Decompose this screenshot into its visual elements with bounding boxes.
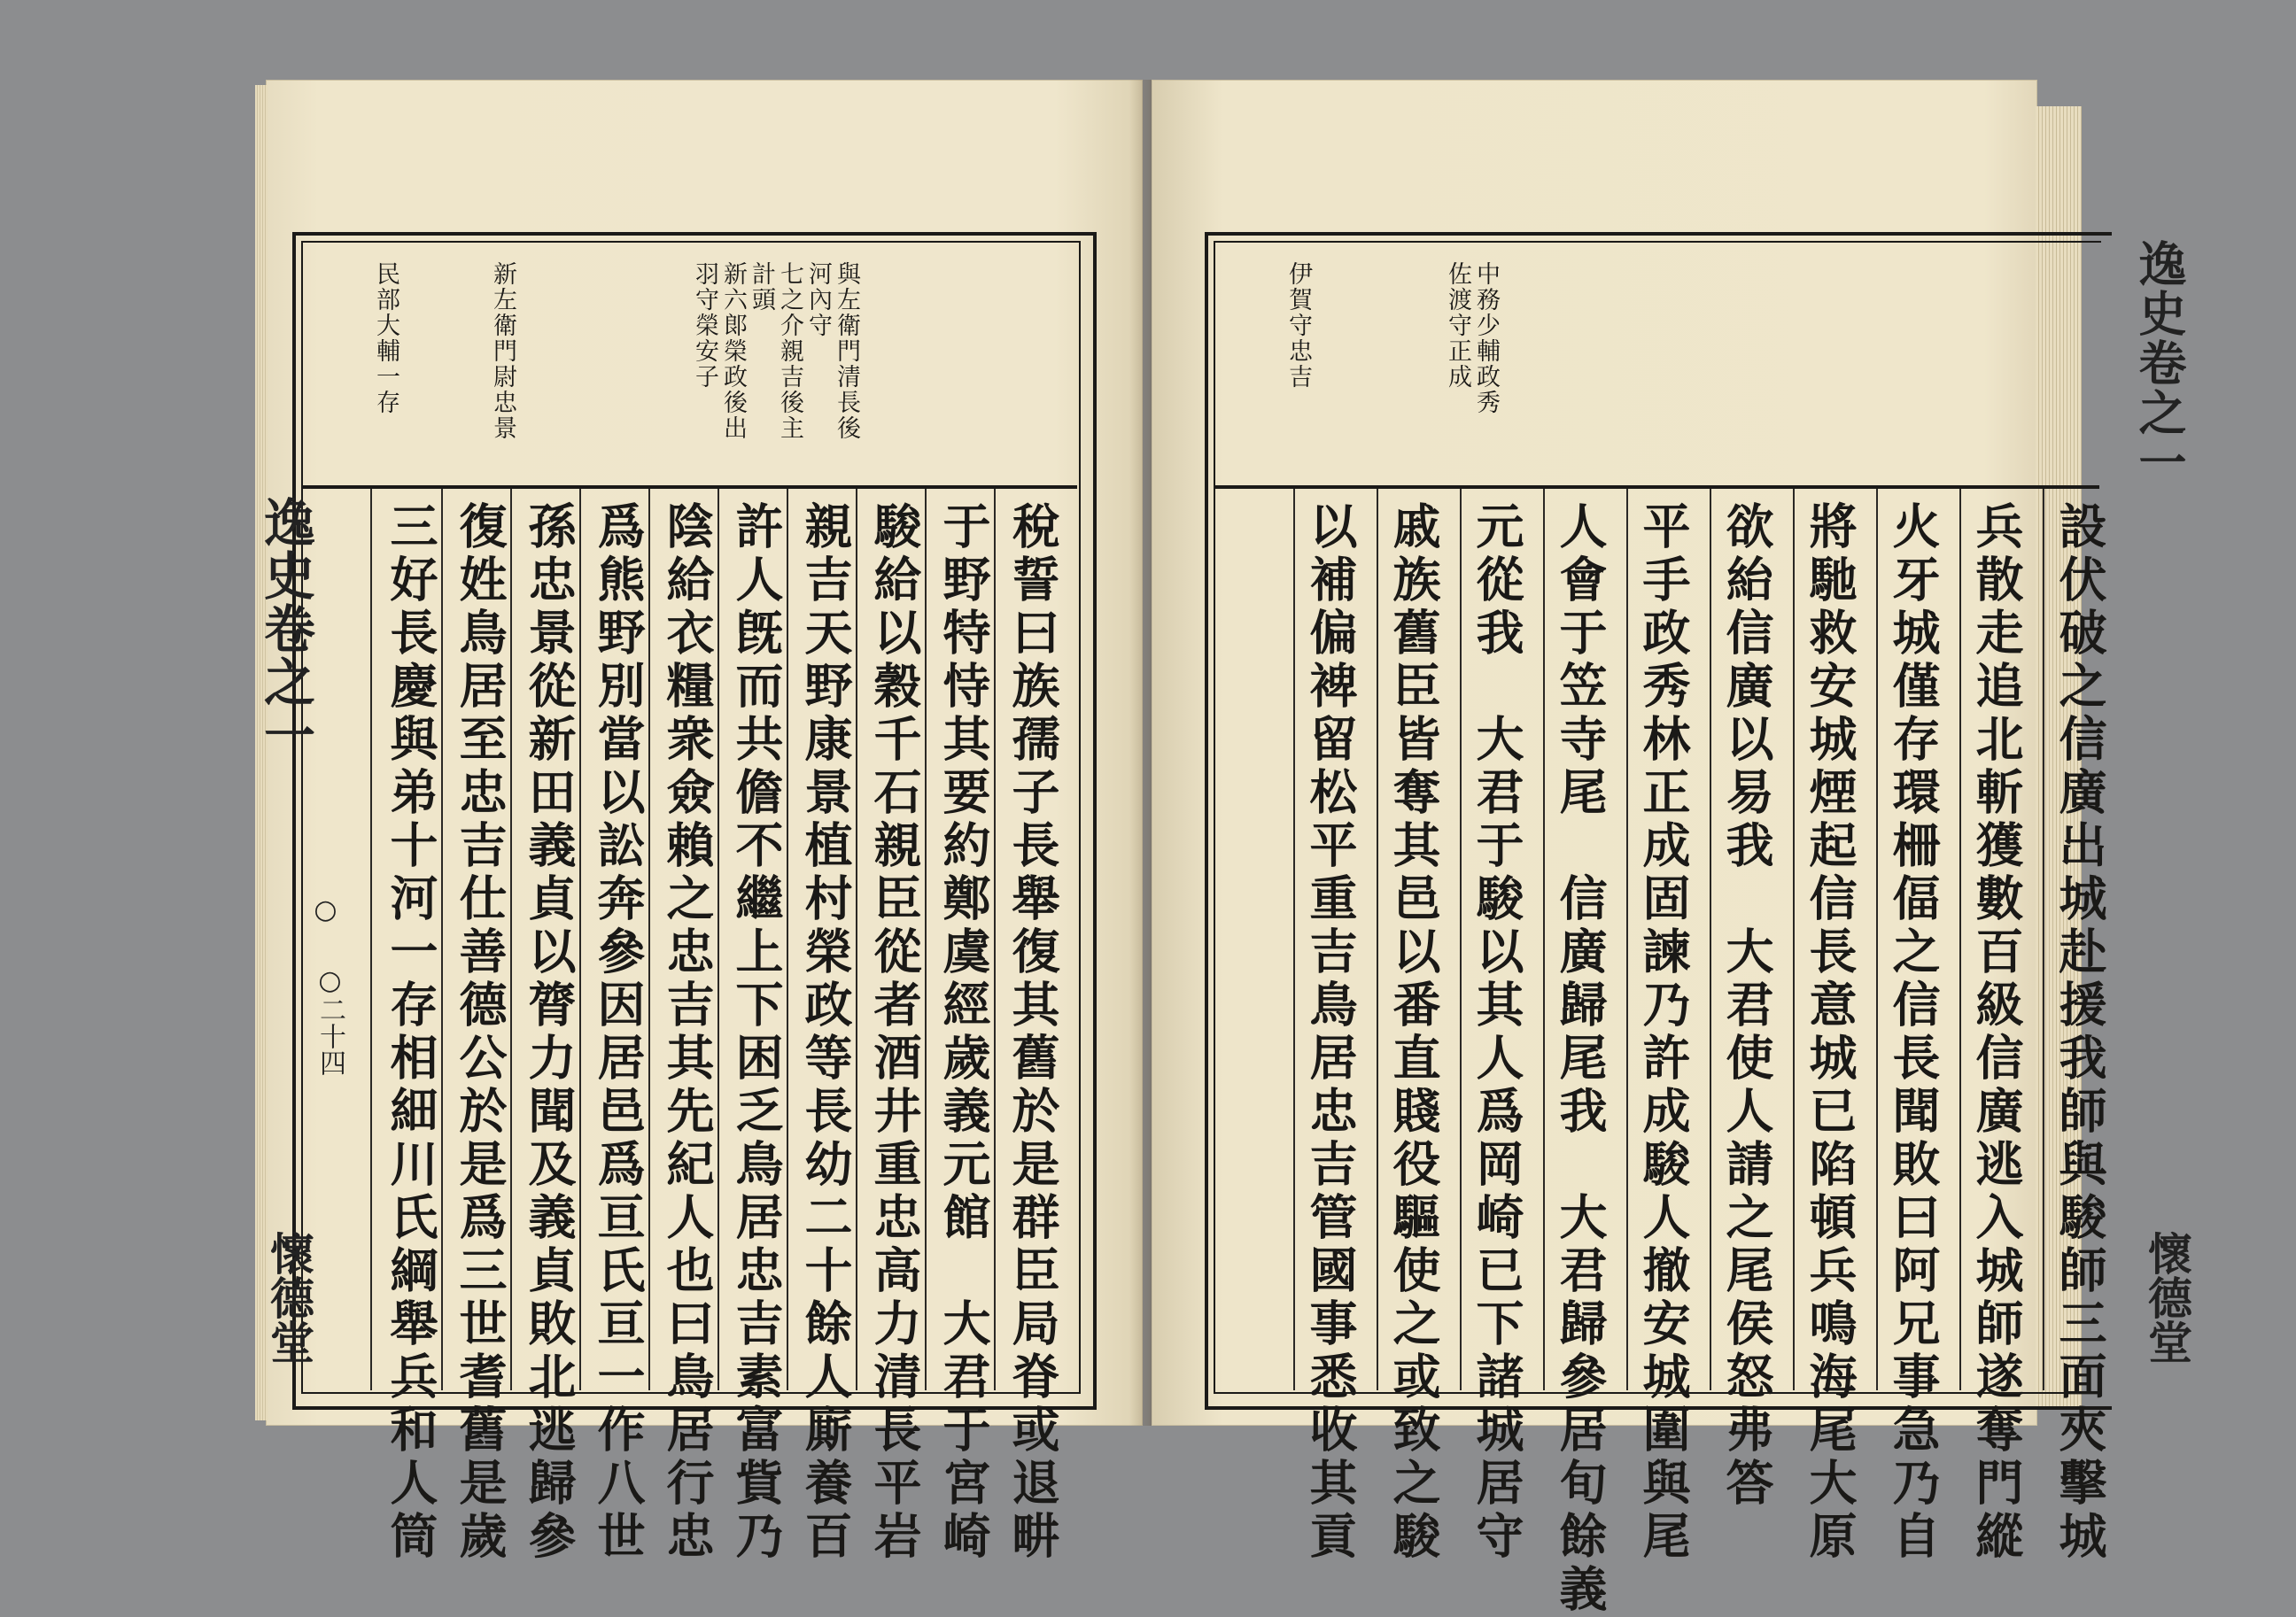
header-note: 中務少輔政秀 <box>1472 261 1500 415</box>
text-column: 稅誓曰族孺子長舉復其舊於是群臣局脊或退畊 <box>1004 501 1061 1564</box>
header-band <box>301 241 1077 489</box>
open-book <box>255 80 2193 1617</box>
header-note: 計頭 <box>748 261 775 313</box>
header-note: 七之介親吉後主 <box>776 261 803 441</box>
header-note: 與左衛門清長後 <box>833 261 860 441</box>
header-band <box>1214 241 2099 489</box>
header-note: 新六郞榮政後出 <box>719 261 747 441</box>
header-note: 伊賀守忠吉 <box>1284 261 1312 390</box>
text-column: 戚族舊臣皆奪其邑以番直賤役驅使之或致之駿 <box>1385 501 1442 1564</box>
text-column: 陰給衣糧衆僉賴之忠吉其先紀人也曰鳥居行忠 <box>659 501 716 1564</box>
text-column: 復姓鳥居至忠吉仕善德公於是爲三世耆舊是歲 <box>452 501 508 1564</box>
text-column: 許人旣而共儋不繼上下困乏鳥居忠吉素富貲乃 <box>728 501 785 1564</box>
text-column: 設伏破之信廣出城赴援我師與駿師三面夾擊城 <box>2052 501 2108 1564</box>
header-note: 佐渡守正成 <box>1444 261 1471 390</box>
text-column: 親吉天野康景植村榮政等長幼二十餘人廝養百 <box>797 501 854 1564</box>
text-column: 平手政秀林正成固諫乃許成駿人撤安城圍與尾 <box>1635 501 1692 1564</box>
text-column: 爲熊野別當以訟奔參因居邑爲亘氏亘一作八世 <box>590 501 647 1564</box>
text-column: 欲紿信廣以易我 大君使人請之尾侯怒弗答 <box>1718 501 1775 1511</box>
text-column: 火牙城僅存環柵偪之信長聞敗曰阿兄事急乃自 <box>1885 501 1942 1564</box>
text-column: 元從我 大君于駿以其人爲岡崎已下諸城居守 <box>1469 501 1525 1564</box>
text-column: 兵散走追北斬獲數百級信廣逃入城師遂奪門縱 <box>1968 501 2025 1564</box>
right-page <box>1152 80 2193 1617</box>
book-title-margin: 逸史卷之一 <box>2131 239 2188 487</box>
text-column: 將馳救安城煙起信長意城已陷頓兵鳴海尾大原 <box>1802 501 1858 1564</box>
folio-mark: ○ <box>310 894 341 925</box>
header-note: 河內守 <box>804 261 832 338</box>
publisher-mark: 懷德堂 <box>2141 1231 2193 1364</box>
left-page <box>255 80 1143 1564</box>
header-note: 民部大輔一存 <box>372 261 399 415</box>
text-column: 駿給以穀千石親臣從者酒井重忠高力清長平岩 <box>866 501 923 1564</box>
publisher-mark: 懷德堂 <box>263 1231 315 1364</box>
text-column: 以補偏裨留松平重吉鳥居忠吉管國事悉收其貢 <box>1302 501 1359 1564</box>
text-column: 孫忠景從新田義貞以膂力聞及義貞敗北逃歸參 <box>521 501 578 1564</box>
book-title-margin: 逸史卷之一 <box>255 496 315 762</box>
folio-number: ○二十四 <box>314 965 345 1076</box>
header-note: 新左衛門尉忠景 <box>489 261 516 441</box>
text-column: 三好長慶與弟十河一存相細川氏綱舉兵和人筒 <box>383 501 439 1564</box>
text-column: 于野特恃其要約鄭虞經歲義元館 大君于宮崎 <box>935 501 992 1564</box>
header-note: 羽守榮安子 <box>691 261 718 390</box>
text-column: 人會于笠寺尾 信廣歸尾我 大君歸參居旬餘義 <box>1552 501 1609 1617</box>
